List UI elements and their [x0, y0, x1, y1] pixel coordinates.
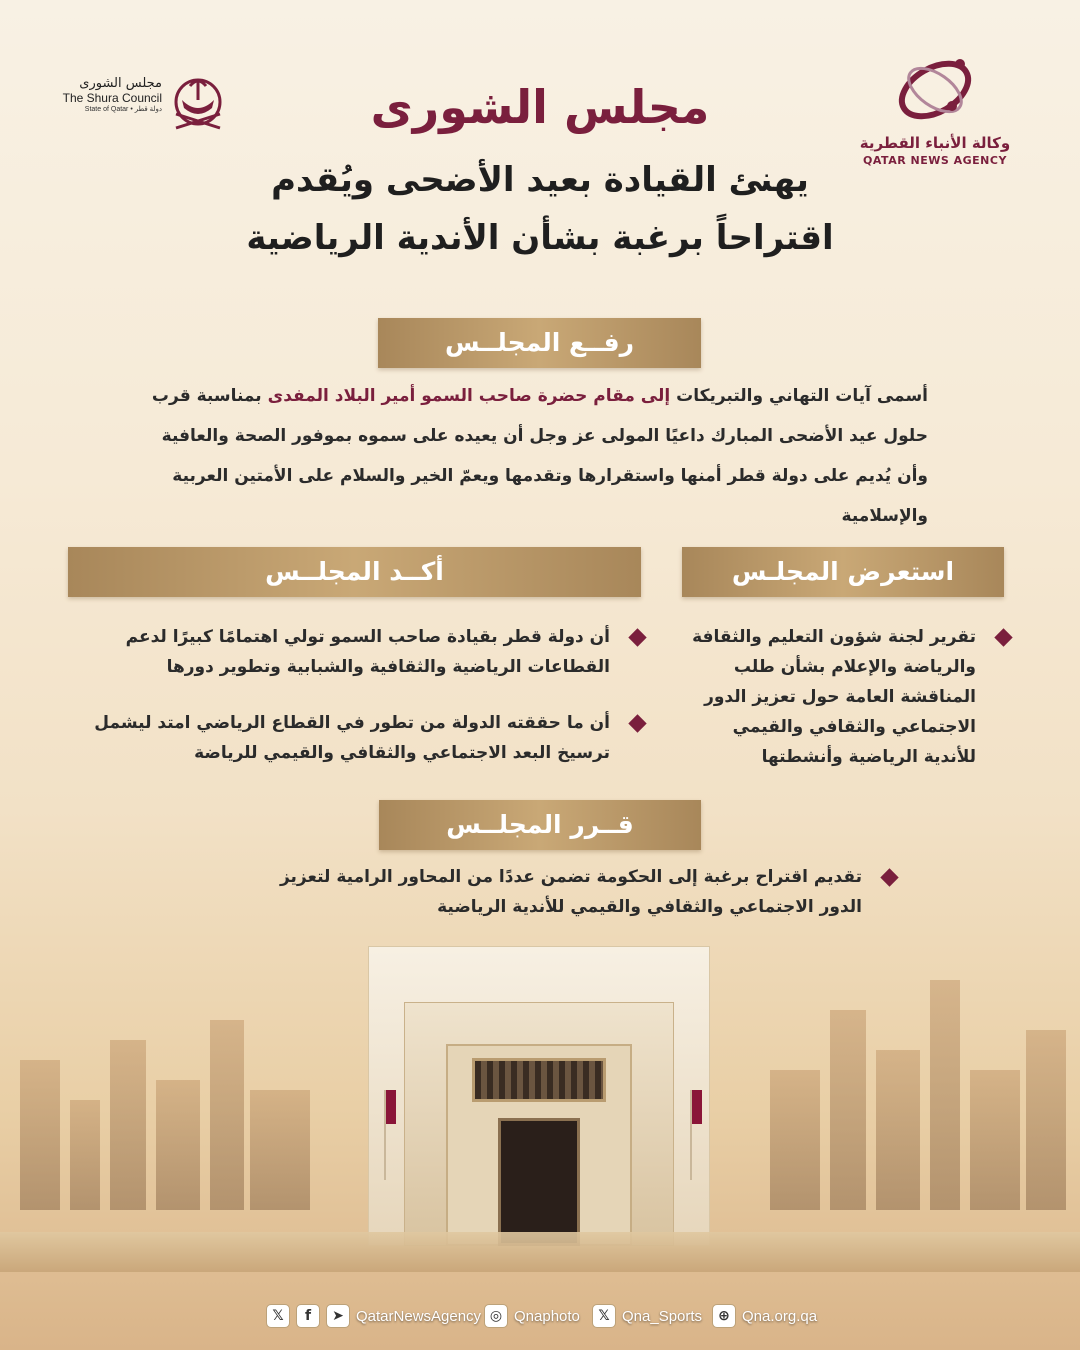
section-heading-reviewed: استعرض المجلـس [682, 547, 1004, 597]
page-title: مجلس الشورى [370, 80, 710, 134]
building-steps [0, 1232, 1080, 1272]
shura-name-english: The Shura Council [62, 91, 162, 105]
diamond-bullet-icon [628, 628, 646, 646]
website-link[interactable]: Qna.org.qa [742, 1307, 818, 1325]
qna-emblem-icon [890, 48, 980, 128]
handle-qatar-news-agency[interactable]: QatarNewsAgency [356, 1307, 482, 1325]
reviewed-item: تقرير لجنة شؤون التعليم والثقافة والرياضة والإعلام بشأن طلب المناقشة العامة حول تعزيز الدور الاجتماعي والثقافي والقيمي للأندية الرياضية وأنشطتها [680, 622, 1010, 772]
diamond-bullet-icon [628, 714, 646, 732]
handle-qnaphoto[interactable]: Qnaphoto [514, 1307, 580, 1325]
qna-name-english: QATAR NEWS AGENCY [863, 154, 1007, 167]
section-heading-confirmed: أكــد المجلــس [68, 547, 641, 597]
decided-item: تقديم اقتراح برغبة إلى الحكومة تضمن عددًا من المحاور الرامية لتعزيز الدور الاجتماعي والثقافي والقيمي للأندية الرياضية [236, 862, 896, 922]
qatar-flag-icon [692, 1090, 702, 1124]
diamond-bullet-icon [994, 628, 1012, 646]
facebook-icon[interactable]: f [296, 1304, 320, 1328]
confirmed-item: أن ما حققته الدولة من تطور في القطاع الرياضي امتد ليشمل ترسيخ البعد الاجتماعي والثقافي والقيمي للرياضة [88, 708, 644, 768]
shura-council-logo [52, 76, 232, 138]
footer [0, 1296, 1080, 1336]
handle-qna-sports[interactable]: Qna_Sports [622, 1307, 703, 1325]
shura-council-building [318, 940, 758, 1250]
building-window [472, 1058, 606, 1102]
x-icon[interactable]: 𝕏 [592, 1304, 616, 1328]
social-group-web [712, 1302, 817, 1330]
qna-name-arabic: وكالة الأنباء القطرية [859, 134, 1011, 152]
diamond-bullet-icon [880, 868, 898, 886]
confirmed-item: أن دولة قطر بقيادة صاحب السمو تولي اهتمامًا كبيرًا لدعم القطاعات الرياضية والثقافية والشبابية وتطوير دورها [88, 622, 644, 682]
raised-paragraph [148, 376, 928, 536]
x-icon[interactable]: 𝕏 [266, 1304, 290, 1328]
raised-text-highlight: إلى مقام حضرة صاحب السمو أمير البلاد المفدى [267, 386, 671, 406]
section-heading-raised: رفــع المجلــس [378, 318, 701, 368]
raised-text-rest: بمناسبة قرب حلول عيد الأضحى المبارك داعيًا المولى عز وجل أن يعيده على سموه بموفور الصحة والعافية وأن يُديم على دولة قطر أمنها واستقرارها وتقدمها ويعمّ الخير والسلام على الأمتين العربية والإسلامية [151, 386, 928, 526]
shura-state-label: State of Qatar • دولة قطر [84, 106, 162, 113]
page-subtitle-line-2: اقتراحاً برغبة بشأن الأندية الرياضية [246, 218, 834, 258]
social-group-photo [484, 1302, 580, 1330]
qatar-flag-icon [386, 1090, 396, 1124]
raised-text-prefix: أسمى آيات التهاني والتبريكات [670, 386, 928, 406]
page-subtitle-line-1: يهنئ القيادة بعيد الأضحى ويُقدم [271, 160, 809, 200]
shura-name-arabic: مجلس الشورى [79, 76, 162, 91]
social-group-sports [592, 1302, 702, 1330]
telegram-icon[interactable]: ➤ [326, 1304, 350, 1328]
building-door [498, 1118, 580, 1246]
globe-icon[interactable]: ⊕ [712, 1304, 736, 1328]
qatar-emblem-icon [168, 70, 228, 140]
instagram-icon[interactable]: ◎ [484, 1304, 508, 1328]
social-group-news [266, 1302, 481, 1330]
section-heading-decided: قــرر المجلــس [379, 800, 701, 850]
